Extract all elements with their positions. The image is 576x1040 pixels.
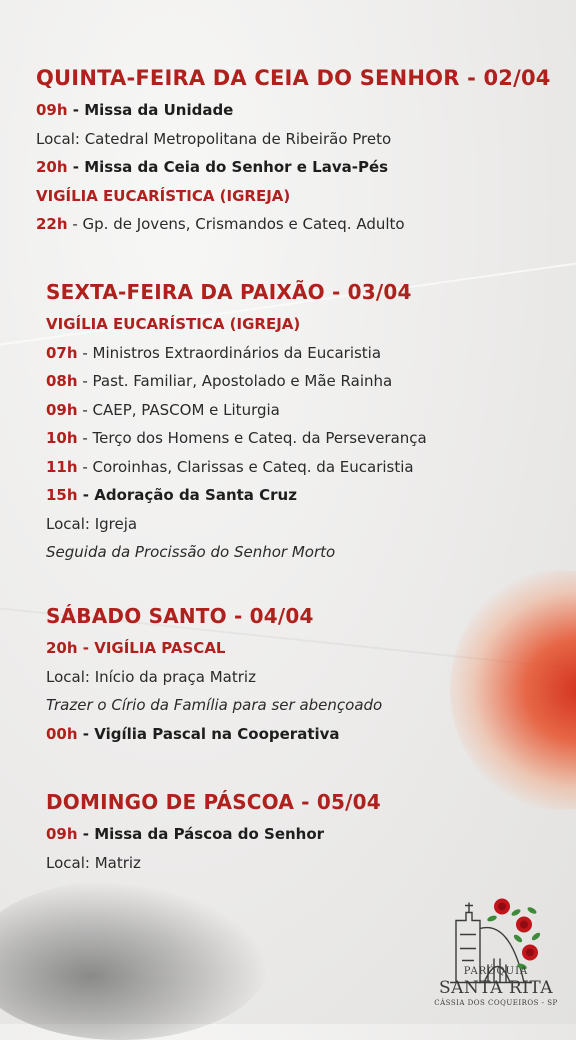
- schedule-line: 10h - Terço dos Homens e Cateq. da Perseverança: [46, 429, 427, 447]
- sub-heading: VIGÍLIA EUCARÍSTICA (IGREJA): [46, 315, 301, 333]
- section-sunday: [46, 790, 566, 877]
- section-thursday: [36, 66, 556, 239]
- note-line: Seguida da Procissão do Senhor Morto: [46, 543, 336, 561]
- logo-line3: CÁSSIA DOS COQUEIROS - SP: [434, 999, 558, 1007]
- schedule-line: 07h - Ministros Extraordinários da Eucaristia: [46, 343, 382, 362]
- section-heading: DOMINGO DE PÁSCOA - 05/04: [46, 790, 381, 814]
- schedule-line: 22h - Gp. de Jovens, Crismandos e Cateq. Adulto: [36, 215, 405, 233]
- logo-line2: SANTA RITA: [438, 978, 554, 998]
- sub-heading: 20h - VIGÍLIA PASCAL: [46, 639, 226, 657]
- location-line: Local: Catedral Metropolitana de Ribeirão Preto: [36, 129, 392, 148]
- schedule-line: 08h - Past. Familiar, Apostolado e Mãe Rainha: [46, 372, 393, 390]
- location-line: Local: Matriz: [46, 853, 141, 872]
- note-line: Trazer o Círio da Família para ser abençoado: [46, 696, 383, 714]
- schedule-line: 09h - Missa da Páscoa do Senhor: [46, 825, 325, 843]
- schedule-line: 20h - Missa da Ceia do Senhor e Lava-Pés: [36, 158, 389, 176]
- section-heading: SÁBADO SANTO - 04/04: [46, 604, 314, 628]
- section-heading: SEXTA-FEIRA DA PAIXÃO - 03/04: [46, 280, 412, 304]
- schedule-line: 11h - Coroinhas, Clarissas e Cateq. da Eucaristia: [46, 457, 414, 476]
- schedule-line: 09h - CAEP, PASCOM e Liturgia: [46, 400, 280, 419]
- section-saturday: [46, 604, 566, 748]
- section-heading: QUINTA-FEIRA DA CEIA DO SENHOR - 02/04: [36, 66, 551, 90]
- section-friday: [46, 280, 566, 567]
- schedule-line: 00h - Vigília Pascal na Cooperativa: [46, 724, 340, 743]
- schedule-line: 09h - Missa da Unidade: [36, 101, 234, 119]
- sub-heading: VIGÍLIA EUCARÍSTICA (IGREJA): [36, 186, 291, 205]
- location-line: Local: Início da praça Matriz: [46, 667, 256, 686]
- schedule-line: 15h - Adoração da Santa Cruz: [46, 486, 297, 504]
- location-line: Local: Igreja: [46, 514, 138, 533]
- smoke-stain: [0, 880, 270, 1040]
- logo-line1: PARÓQUIA: [463, 966, 529, 977]
